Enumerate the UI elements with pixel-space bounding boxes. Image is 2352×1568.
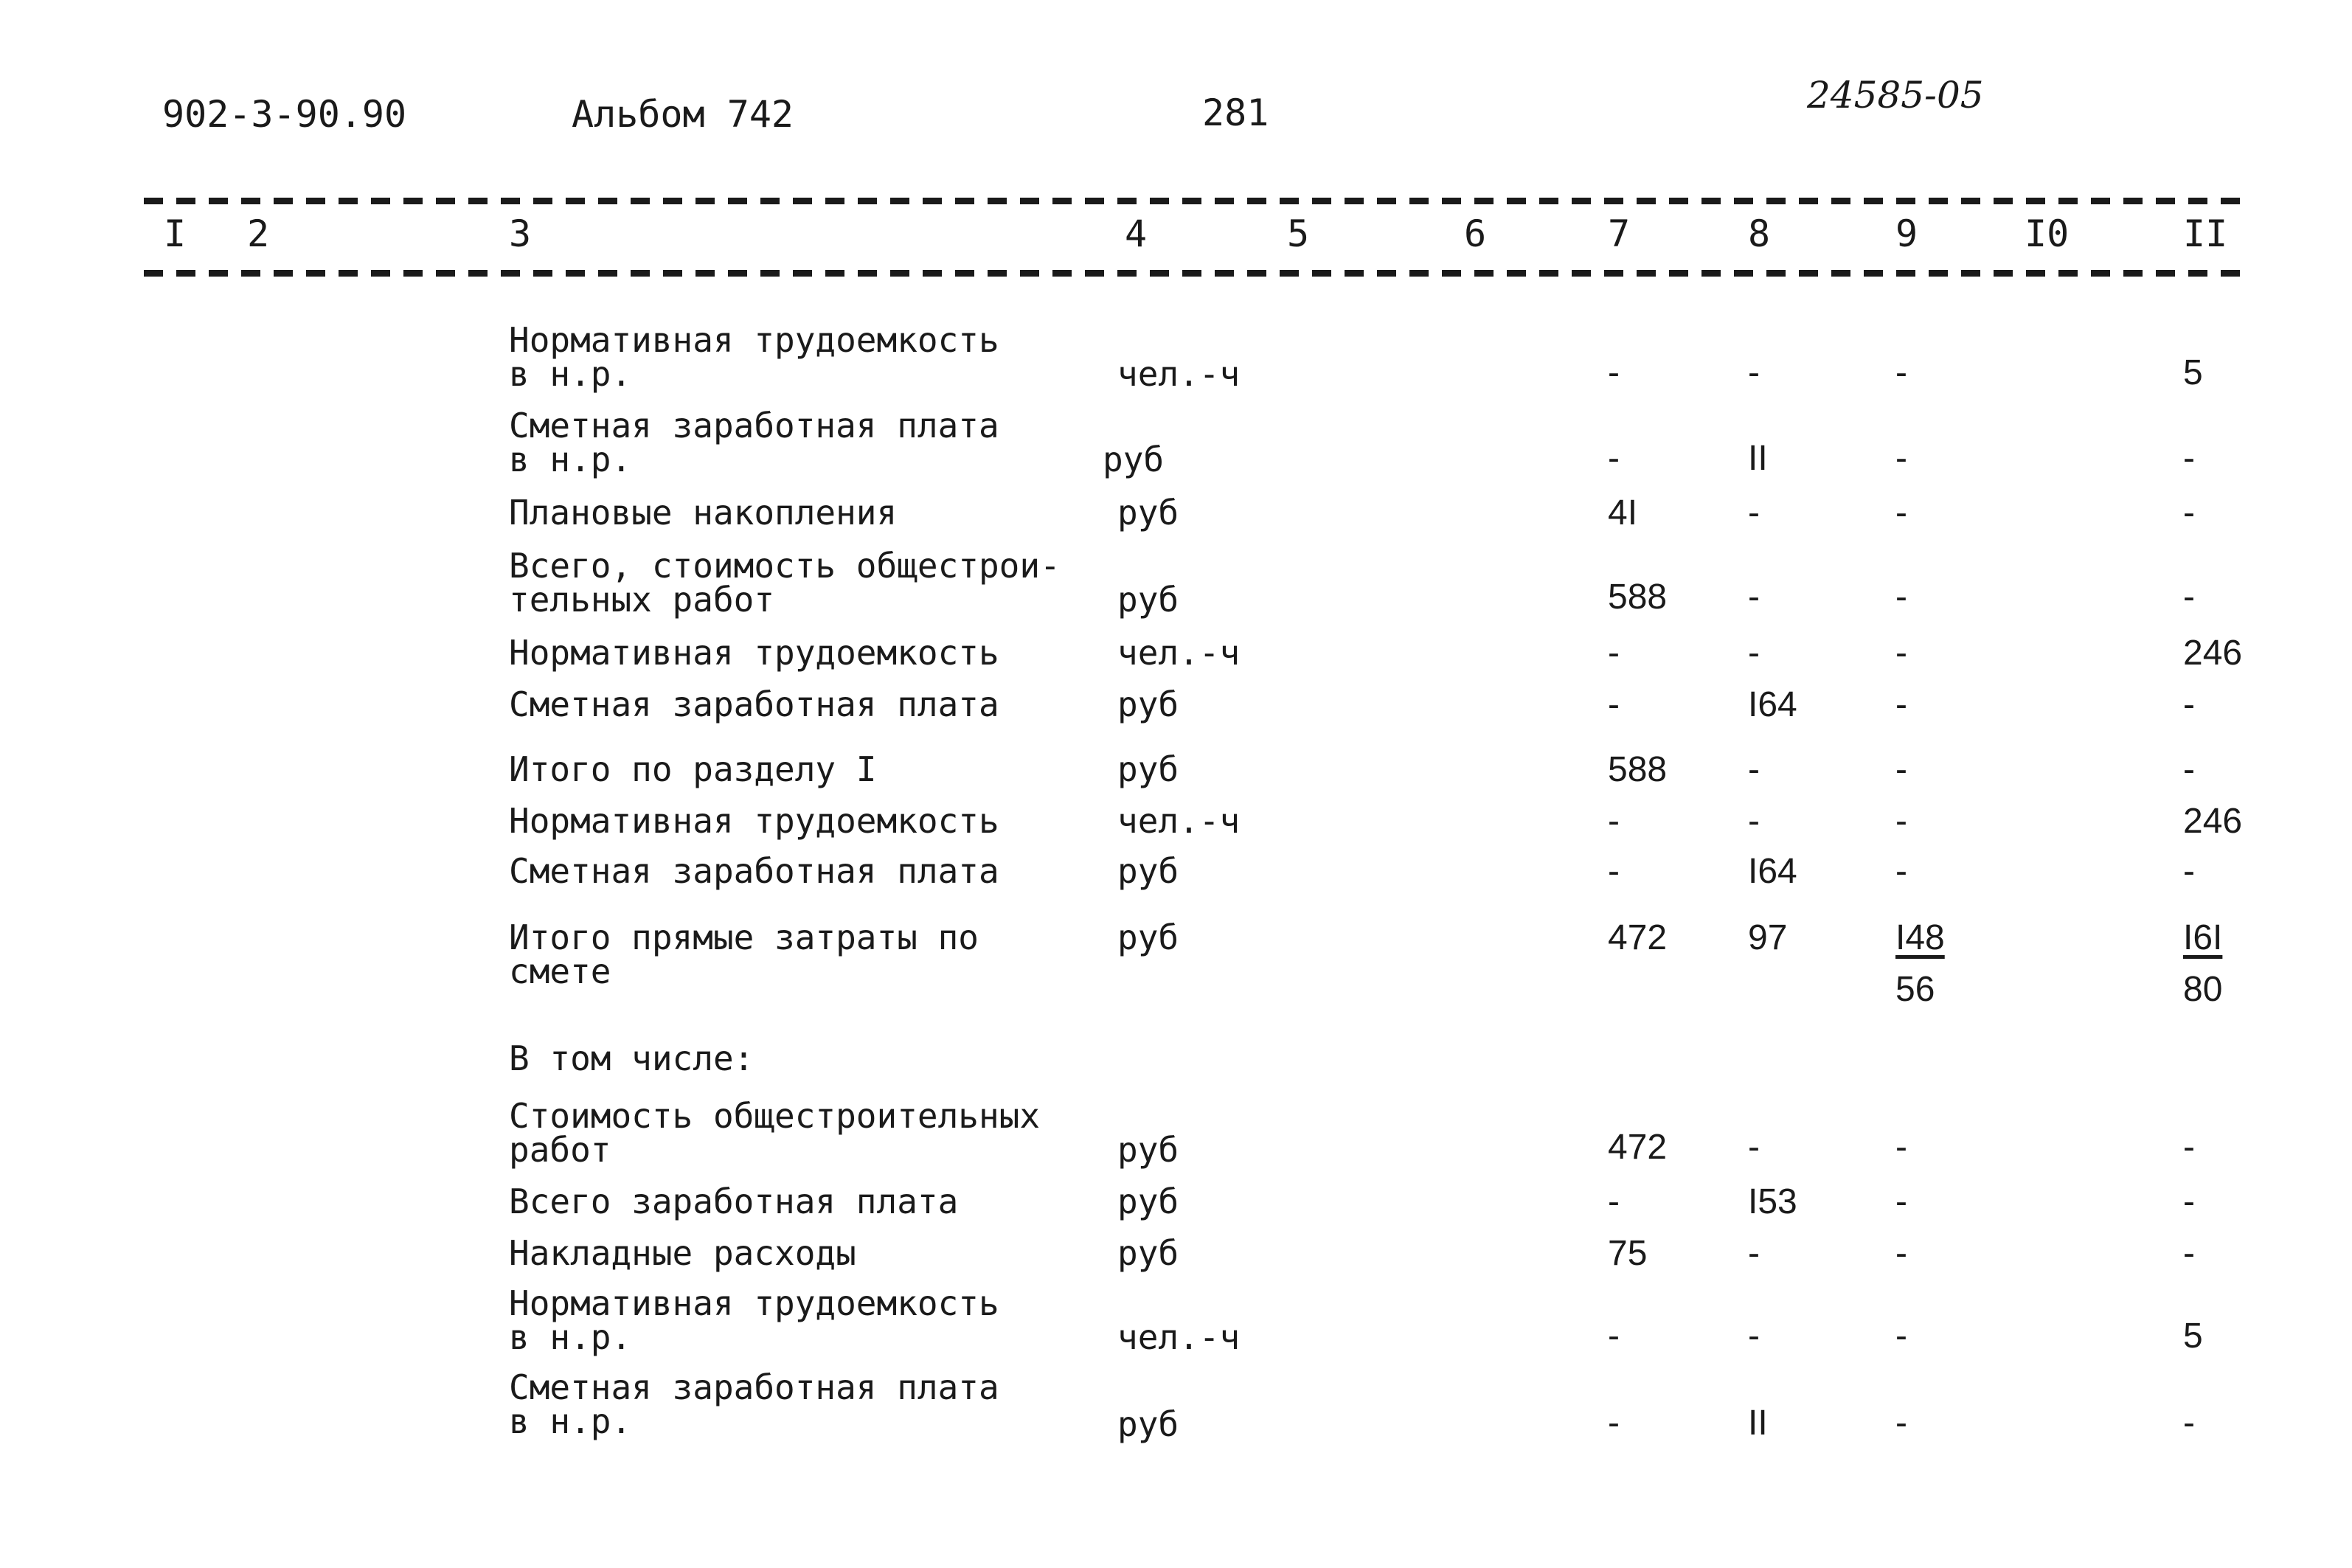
cell-col11: - xyxy=(2183,1182,2195,1221)
row-label: Всего заработная плата xyxy=(509,1182,959,1221)
cell-col9: - xyxy=(1895,1317,1907,1356)
cell-col7: - xyxy=(1608,1317,1620,1356)
cell-col8: II xyxy=(1748,1404,1768,1443)
row-label: Плановые накопления xyxy=(509,493,898,533)
cell-col8: I64 xyxy=(1748,685,1797,724)
cell-col11: 5 xyxy=(2183,1317,2203,1356)
row-unit: руб xyxy=(1117,1182,1179,1221)
cell-col9-numerator: I48 xyxy=(1895,918,1945,957)
cell-col7: - xyxy=(1608,634,1620,673)
registration-stamp: 24585-05 xyxy=(1807,74,1984,117)
cell-col7: - xyxy=(1608,1182,1620,1221)
album-label: Альбом 742 xyxy=(572,93,794,136)
cell-col11: 5 xyxy=(2183,353,2203,392)
row-unit: руб xyxy=(1117,1233,1179,1273)
row-unit: руб xyxy=(1117,1130,1179,1170)
cell-col11: - xyxy=(2183,1234,2195,1273)
cell-col9: - xyxy=(1895,1182,1907,1221)
row-unit: руб xyxy=(1103,440,1165,479)
cell-col8: II xyxy=(1748,439,1768,478)
cell-col9: - xyxy=(1895,685,1907,724)
column-number-6: 6 xyxy=(1464,212,1487,255)
cell-col11-numerator: I6I xyxy=(2183,918,2223,957)
row-label: Сметная заработная плата в н.р. xyxy=(509,406,999,479)
cell-col9: - xyxy=(1895,750,1907,789)
column-number-2: 2 xyxy=(247,212,270,255)
row-unit: чел.-ч xyxy=(1117,801,1241,841)
column-number-5: 5 xyxy=(1287,212,1310,255)
row-unit: чел.-ч xyxy=(1117,1317,1241,1357)
cell-col7: - xyxy=(1608,353,1620,392)
cell-col9: - xyxy=(1895,1128,1907,1167)
cell-col9: - xyxy=(1895,439,1907,478)
row-label: Итого прямые затраты по смете xyxy=(509,917,979,991)
cell-col8: I64 xyxy=(1748,852,1797,891)
cell-col7: 588 xyxy=(1608,750,1668,789)
cell-col9: - xyxy=(1895,802,1907,841)
cell-col11: - xyxy=(2183,439,2195,478)
doc-code: 902-3-90.90 xyxy=(162,93,407,136)
cell-col9: - xyxy=(1895,1234,1907,1273)
cell-col11: - xyxy=(2183,577,2195,617)
cell-col11: 246 xyxy=(2183,802,2243,841)
cell-col8: - xyxy=(1748,577,1760,617)
column-number-7: 7 xyxy=(1608,212,1631,255)
cell-col11-denominator: 80 xyxy=(2183,970,2223,1009)
cell-col9: - xyxy=(1895,493,1907,533)
row-label: Нормативная трудоемкость xyxy=(509,801,999,841)
cell-col9: - xyxy=(1895,353,1907,392)
cell-col8: - xyxy=(1748,802,1760,841)
column-number-9: 9 xyxy=(1895,212,1918,255)
header-dash-top xyxy=(144,198,2253,204)
row-unit: чел.-ч xyxy=(1117,354,1241,394)
cell-col7: 75 xyxy=(1608,1234,1648,1273)
cell-col8: - xyxy=(1748,1128,1760,1167)
row-label: Всего, стоимость общестрои- тельных работ xyxy=(509,546,1061,620)
cell-col9: - xyxy=(1895,577,1907,617)
cell-col11: - xyxy=(2183,852,2195,891)
cell-col11: - xyxy=(2183,1404,2195,1443)
row-label: Сметная заработная плата xyxy=(509,851,999,891)
cell-col8: 97 xyxy=(1748,918,1788,957)
cell-col9-denominator: 56 xyxy=(1895,970,1935,1009)
cell-col8: - xyxy=(1748,353,1760,392)
column-number-11: II xyxy=(2183,212,2228,255)
cell-col7: - xyxy=(1608,802,1620,841)
row-unit: руб xyxy=(1117,684,1179,724)
cell-col7: 588 xyxy=(1608,577,1668,617)
cell-col7: - xyxy=(1608,852,1620,891)
cell-col11: - xyxy=(2183,1128,2195,1167)
cell-col7: 472 xyxy=(1608,918,1668,957)
cell-col9: - xyxy=(1895,1404,1907,1443)
cell-col11: 246 xyxy=(2183,634,2243,673)
cell-col7: - xyxy=(1608,1404,1620,1443)
row-unit: руб xyxy=(1117,580,1179,620)
row-label: Нормативная трудоемкость в н.р. xyxy=(509,320,999,394)
row-unit: руб xyxy=(1117,493,1179,533)
cell-col7: - xyxy=(1608,685,1620,724)
row-unit: руб xyxy=(1117,851,1179,891)
cell-col8: - xyxy=(1748,1234,1760,1273)
cell-col7: 472 xyxy=(1608,1128,1668,1167)
row-label: Стоимость общестроительных работ xyxy=(509,1096,1041,1170)
cell-col8: - xyxy=(1748,1317,1760,1356)
row-label: Сметная заработная плата в н.р. xyxy=(509,1367,999,1441)
cell-col11: - xyxy=(2183,493,2195,533)
cell-col8: - xyxy=(1748,750,1760,789)
row-label: Нормативная трудоемкость xyxy=(509,633,999,673)
cell-col7: 4I xyxy=(1608,493,1638,533)
row-unit: чел.-ч xyxy=(1117,633,1241,673)
cell-col9: - xyxy=(1895,634,1907,673)
column-number-3: 3 xyxy=(509,212,532,255)
cell-col11: - xyxy=(2183,750,2195,789)
row-unit: руб xyxy=(1117,1404,1179,1444)
column-number-4: 4 xyxy=(1125,212,1148,255)
page-number: 281 xyxy=(1202,91,1269,134)
row-unit: руб xyxy=(1117,917,1179,957)
column-number-10: I0 xyxy=(2025,212,2070,255)
column-number-1: I xyxy=(164,212,187,255)
cell-col7: - xyxy=(1608,439,1620,478)
cell-col8: I53 xyxy=(1748,1182,1797,1221)
cell-col8: - xyxy=(1748,493,1760,533)
cell-col9: - xyxy=(1895,852,1907,891)
cell-col11: - xyxy=(2183,685,2195,724)
row-label: Итого по разделу I xyxy=(509,749,877,789)
row-unit: руб xyxy=(1117,749,1179,789)
row-label: Нормативная трудоемкость в н.р. xyxy=(509,1283,999,1357)
header-dash-bottom xyxy=(144,270,2253,277)
row-label: Сметная заработная плата xyxy=(509,684,999,724)
row-label: Накладные расходы xyxy=(509,1233,856,1273)
section-heading: В том числе: xyxy=(509,1038,754,1078)
column-number-8: 8 xyxy=(1748,212,1771,255)
cell-col8: - xyxy=(1748,634,1760,673)
